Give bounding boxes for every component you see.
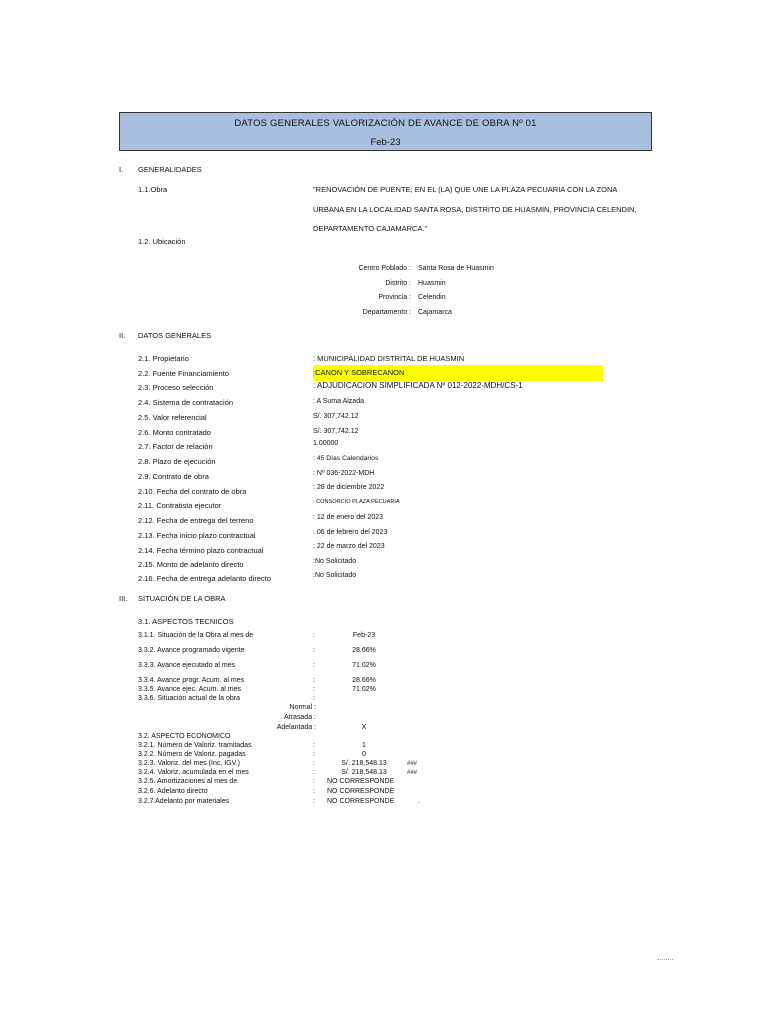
tech-row-3-label: 3.3.3. Avance ejecutado al mes [138,662,236,669]
tech-row-2-value: 28.66% [352,647,376,654]
contratista-label: 2.11. Contratista ejecutor [138,501,222,510]
fecha-termino-label: 2.14. Fecha término plazo contractual [138,546,264,555]
econ-row-2-colon: : [313,751,315,758]
section-2-number: II. [119,331,126,340]
fecha-contrato-value: : 28 de diciembre 2022 [313,484,385,491]
ubicacion-provincia-value: Celendin [418,294,446,301]
valor-referencial-value: S/. 307,742.12 [313,413,359,420]
tech-row-5-label: 3.3.5. Avance ejec. Acum. al mes [138,686,241,693]
plazo-value: : 45 Días Calendarios [313,455,379,462]
econ-row-2-label: 3.2.2. Número de Valoriz. pagadas [138,751,246,758]
status-atrasada-label: Atrasada : [284,714,316,721]
fecha-inicio-label: 2.13. Fecha inicio plazo contractual [138,531,256,540]
proceso-value: : ADJUDICACION SIMPLIFICADA Nº 012-2022-MDH/CS-1 [313,381,523,390]
econ-row-6-value: NO CORRESPONDE [327,788,395,795]
fecha-terreno-value: : 12 de enero del 2023 [313,514,384,521]
fecha-inicio-value: : 06 de febrero del 2023 [313,529,388,536]
fecha-contrato-label: 2.10. Fecha del contrato de obra [138,487,247,496]
financiamiento-label: 2.2. Fuente Financiamiento [138,369,229,378]
econ-row-3-label: 3.2.3. Valoriz. del mes (Inc. IGV.) [138,760,240,767]
econ-row-5-colon: : [313,778,315,785]
econ-row-1-value: 1 [362,742,366,749]
tech-row-3-value: 71.02% [352,662,376,669]
contrato-label: 2.9. Contrato de obra [138,472,209,481]
tech-row-1-value: Feb-23 [352,632,376,639]
tech-row-6-colon: : [313,695,315,702]
tech-row-3-colon: : [313,662,315,669]
tech-row-5-colon: : [313,686,315,693]
propietario-label: 2.1. Propietario [138,354,189,363]
page-mark [657,959,673,962]
section-1-title: GENERALIDADES [138,165,202,174]
ubicacion-centro-value: Santa Rosa de Huasmin [418,265,494,272]
econ-row-2-value: 0 [362,751,366,758]
tech-row-1-colon: : [313,632,315,639]
tech-row-5-value: 71.02% [352,686,376,693]
section-3-title: SITUACIÓN DE LA OBRA [138,594,226,603]
section-3-number: III. [119,594,128,603]
contratista-value: : CONSORCIO PLAZA PECUARIA [313,499,400,505]
econ-row-1-colon: : [313,742,315,749]
econ-row-3-colon: : [313,760,315,767]
section-2-title: DATOS GENERALES [138,331,212,340]
factor-value: 1.00000 [313,440,339,447]
factor-label: 2.7. Factor de relación [138,442,213,451]
obra-line-3: DEPARTAMENTO CAJAMARCA." [313,224,428,233]
ubicacion-centro-label: Centro Poblado : [358,265,411,272]
sistema-value: : A Suma Alzada [313,398,364,405]
fecha-termino-value: : 22 de marzo del 2023 [313,543,385,550]
tech-row-6-label: 3.3.6. Situación actual de la obra [138,695,240,702]
status-adelantada-label: Adelantada : [276,724,316,731]
econ-row-7-colon: : [313,798,315,805]
aspectos-tecnicos-title: 3.1. ASPECTOS TECNICOS [138,617,234,626]
econ-row-7-value: NO CORRESPONDE [327,798,395,805]
document-period: Feb-23 [370,137,401,148]
propietario-value: : MUNICIPALIDAD DISTRITAL DE HUASMIN [313,354,465,363]
fecha-adelanto-label: 2.16. Fecha de entrega adelanto directo [138,574,272,583]
contrato-value: : Nº 036-2022-MDH [313,470,375,477]
ubicacion-distrito-value: Huasmin [418,280,446,287]
econ-row-6-label: 3.2.6. Adelanto directo [138,788,208,795]
ubicacion-departamento-value: Cajamarca [418,309,452,316]
econ-row-3-value: S/. 218,548.13 [341,760,387,767]
fecha-terreno-label: 2.12. Fecha de entrega del terreno [138,516,254,525]
econ-row-4-extra: ### [407,770,418,776]
tech-row-1-label: 3.1.1. Situación de la Obra al mes de [138,632,254,639]
econ-row-3-extra: ### [407,761,418,767]
tech-row-4-label: 3.3.4. Avance progr. Acum. al mes [138,677,245,684]
document-header [119,112,652,151]
section-1-number: I. [119,165,124,174]
proceso-label: 2.3. Proceso selección [138,383,214,392]
econ-row-4-value: S/. 218,548.13 [341,769,387,776]
sistema-label: 2.4. Sistema de contratación [138,398,234,407]
ubicacion-provincia-label: Provincia : [378,294,411,301]
document-title: DATOS GENERALES VALORIZACIÓN DE AVANCE DE OBRA Nº 01 [234,118,537,129]
econ-row-6-colon: : [313,788,315,795]
obra-line-1: "RENOVACIÓN DE PUENTE; EN EL (LA) QUE UNE LA PLAZA PECUARIA CON LA ZONA [313,185,618,194]
monto-adelanto-label: 2.15. Monto de adelanto directo [138,560,244,569]
tech-row-4-value: 28.66% [352,677,376,684]
ubicacion-label: 1.2. Ubicación [138,237,186,246]
tech-row-2-label: 3.3.2. Avance programado vigente [138,647,245,654]
econ-row-1-label: 3.2.1. Número de Valoriz. tramitadas [138,742,252,749]
status-normal-label: Normal : [289,704,316,711]
aspecto-economico-title: 3.2. ASPECTO ECONOMICO [138,733,231,740]
ubicacion-departamento-label: Departamento : [362,309,411,316]
econ-row-5-value: NO CORRESPONDE [327,778,395,785]
econ-row-7-label: 3.2.7 Adelanto por materiales [138,798,230,805]
plazo-label: 2.8. Plazo de ejecución [138,457,216,466]
econ-row-4-colon: : [313,769,315,776]
valor-referencial-label: 2.5. Valor referencial [138,413,207,422]
status-adelantada-mark: X [361,724,367,731]
obra-label: 1.1.Obra [138,185,168,194]
tech-row-2-colon: : [313,647,315,654]
tech-row-4-colon: : [313,677,315,684]
econ-row-5-label: 3.2.5. Amortizaciones al mes de [138,778,238,785]
ubicacion-distrito-label: Distrito : [385,280,411,287]
financiamiento-value: :CANON Y SOBRECANON [313,368,405,377]
monto-adelanto-value: :No Solicitado [313,558,357,565]
econ-row-4-label: 3.2.4. Valoriz. acumulada en el mes [138,769,249,776]
fecha-adelanto-value: :No Solicitado [313,572,357,579]
monto-contratado-value: S/. 307,742.12 [313,428,359,435]
obra-line-2: URBANA EN LA LOCALIDAD SANTA ROSA, DISTRITO DE HUASMIN, PROVINCIA CELENDIN, [313,205,637,214]
econ-row-7-extra: . [418,798,420,805]
monto-contratado-label: 2.6. Monto contratado [138,428,211,437]
